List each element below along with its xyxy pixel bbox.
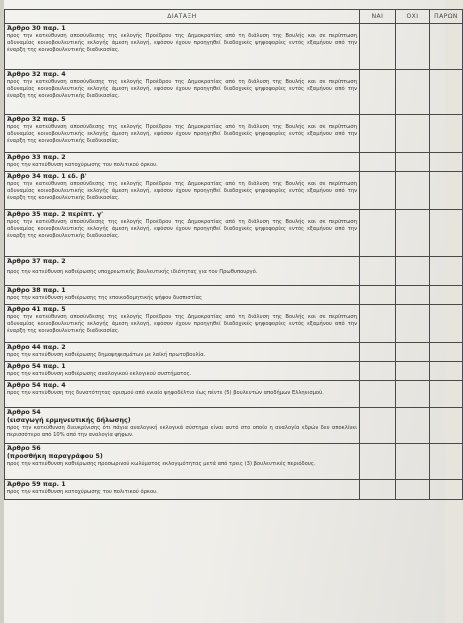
provision-description: προς την κατεύθυνση της δυνατότητας ορισμού από ενιαίο ψηφοδέλτιο έως πέντε (5) βουλευτών αποδήμων Ελληνισμού. [7,390,324,396]
vote-cell-no[interactable] [396,286,430,305]
provision-description: προς την κατεύθυνση κατοχύρωσης του πολιτικού όρκου. [7,489,158,495]
vote-cell-present[interactable] [430,480,463,500]
article-title: Άρθρο 32 παρ. 4 [7,71,66,78]
provision-description: προς την κατεύθυνση αποσύνδεσης της εκλογής Προέδρου της Δημοκρατίας από τη διάλυση της Βουλής και σε περίπτωση αδυναμίας κοινοβουλευτικής εκλογής άμεση εκλογή, εφόσον έχουν προηγηθεί διαδοχικές ψηφοφορίες εντός εξαμήνου από την έναρξη της κοινοβουλευτικής διαδικασίας. [7,79,357,100]
vote-cell-no[interactable] [396,70,430,115]
provision-cell [5,444,360,480]
article-title: Άρθρο 54 παρ. 4 [7,382,66,389]
article-subtitle: (εισαγωγή ερμηνευτικής δήλωσης) [7,417,131,424]
vote-cell-yes[interactable] [360,172,396,210]
vote-cell-yes[interactable] [360,24,396,70]
vote-cell-yes[interactable] [360,115,396,153]
vote-cell-no[interactable] [396,257,430,286]
table-row [5,408,463,444]
table-row [5,70,463,115]
article-title: Άρθρο 33 παρ. 2 [7,154,66,161]
vote-cell-present[interactable] [430,210,463,257]
table-row [5,286,463,305]
vote-cell-no[interactable] [396,381,430,408]
provision-cell [5,115,360,153]
table-row [5,480,463,500]
vote-cell-no[interactable] [396,343,430,362]
vote-cell-present[interactable] [430,153,463,172]
vote-cell-no[interactable] [396,172,430,210]
provision-cell [5,70,360,115]
article-title: Άρθρο 54 παρ. 1 [7,363,66,370]
vote-cell-yes[interactable] [360,153,396,172]
vote-cell-present[interactable] [430,286,463,305]
table-row [5,362,463,381]
header-row [5,10,463,24]
article-title: Άρθρο 37 παρ. 2 [7,258,66,265]
vote-cell-yes[interactable] [360,286,396,305]
vote-cell-no[interactable] [396,408,430,444]
vote-cell-present[interactable] [430,257,463,286]
table-row [5,444,463,480]
provision-description: προς την κατεύθυνση καθιέρωσης υποχρεωτικής βουλευτικής ιδιότητας για τον Πρωθυπουργό. [7,269,258,275]
vote-cell-no[interactable] [396,115,430,153]
vote-cell-no[interactable] [396,362,430,381]
vote-cell-present[interactable] [430,115,463,153]
article-subtitle: (προσθήκη παραγράφου 5) [7,453,103,460]
provision-description: προς την κατεύθυνση αποσύνδεσης της εκλογής Προέδρου της Δημοκρατίας από τη διάλυση της Βουλής και σε περίπτωση αδυναμίας κοινοβουλευτικής εκλογής άμεση εκλογή, εφόσον έχουν προηγηθεί διαδοχικές ψηφοφορίες εντός εξαμήνου από την έναρξη της κοινοβουλευτικής διαδικασίας. [7,181,357,202]
table-row [5,305,463,343]
article-title: Άρθρο 35 παρ. 2 περίπτ. γ' [7,211,104,218]
ballot-rows [5,24,463,500]
provision-description: προς την κατεύθυνση κατοχύρωσης του πολιτικού όρκου. [7,162,158,168]
vote-cell-no[interactable] [396,480,430,500]
article-title: Άρθρο 54 [7,409,41,416]
provision-description: προς την κατεύθυνση αποσύνδεσης της εκλογής Προέδρου της Δημοκρατίας από τη διάλυση της Βουλής και σε περίπτωση αδυναμίας κοινοβουλευτικής εκλογής άμεση εκλογή, εφόσον έχουν προηγηθεί διαδοχικές ψηφοφορίες εντός εξαμήνου από την έναρξη της κοινοβουλευτικής διαδικασίας. [7,124,357,145]
provision-cell [5,172,360,210]
vote-cell-no[interactable] [396,24,430,70]
article-title: Άρθρο 34 παρ. 1 εδ. β' [7,173,87,180]
vote-cell-present[interactable] [430,381,463,408]
vote-cell-present[interactable] [430,172,463,210]
vote-cell-yes[interactable] [360,343,396,362]
provision-cell [5,480,360,500]
vote-cell-yes[interactable] [360,257,396,286]
table-row [5,24,463,70]
vote-cell-yes[interactable] [360,210,396,257]
provision-description: προς την κατεύθυνση καθιέρωσης δημοψηφισμάτων με λαϊκή πρωτοβουλία. [7,352,206,358]
table-row [5,381,463,408]
column-header-present: ΠΑΡΩΝ [430,10,463,24]
column-header-no: ΟΧΙ [396,10,430,24]
provision-cell [5,362,360,381]
vote-cell-present[interactable] [430,343,463,362]
vote-cell-yes[interactable] [360,444,396,480]
column-header-provision: ΔΙΑΤΑΞΗ [5,10,360,24]
provision-description: προς την κατεύθυνση αποσύνδεσης της εκλογής Προέδρου της Δημοκρατίας από τη διάλυση της Βουλής και σε περίπτωση αδυναμίας κοινοβουλευτικής εκλογής άμεση εκλογή, εφόσον έχουν προηγηθεί διαδοχικές ψηφοφορίες εντός εξαμήνου από την έναρξη της κοινοβουλευτικής διαδικασίας. [7,314,357,335]
vote-cell-yes[interactable] [360,480,396,500]
table-row [5,343,463,362]
provision-description: προς την κατεύθυνση καθιέρωσης προσωρινού κωλύματος εκλογιμότητας μετά από τρεις (3) βουλευτικές περιόδους. [7,461,316,467]
column-header-yes: ΝΑΙ [360,10,396,24]
article-title: Άρθρο 56 [7,445,41,452]
provision-cell [5,381,360,408]
provision-cell [5,24,360,70]
vote-cell-present[interactable] [430,24,463,70]
article-title: Άρθρο 44 παρ. 2 [7,344,66,351]
article-title: Άρθρο 59 παρ. 1 [7,481,66,488]
provision-description: προς την κατεύθυνση καθιέρωσης της εποικοδομητικής ψήφου δυσπιστίας [7,295,203,301]
provision-cell [5,305,360,343]
article-title: Άρθρο 32 παρ. 5 [7,116,66,123]
vote-cell-yes[interactable] [360,408,396,444]
provision-cell [5,257,360,286]
vote-cell-present[interactable] [430,362,463,381]
table-row [5,153,463,172]
vote-cell-yes[interactable] [360,305,396,343]
vote-cell-present[interactable] [430,408,463,444]
ballot-table [4,9,463,500]
provision-cell [5,153,360,172]
article-title: Άρθρο 41 παρ. 5 [7,306,66,313]
vote-cell-present[interactable] [430,444,463,480]
vote-cell-no[interactable] [396,444,430,480]
provision-cell [5,210,360,257]
provision-description: προς την κατεύθυνση διευκρίνισης ότι πάγια αναλογική εκλογικά σύστημα είναι αυτό στο οποίο η αναλογία εδρών δεν αποκλίνει περισσότερο από 10% από την αναλογία ψήφων. [7,425,357,439]
provision-description: προς την κατεύθυνση αποσύνδεσης της εκλογής Προέδρου της Δημοκρατίας από τη διάλυση της Βουλής και σε περίπτωση αδυναμίας κοινοβουλευτικής εκλογής άμεση εκλογή, εφόσον έχουν προηγηθεί διαδοχικές ψηφοφορίες εντός εξαμήνου από την έναρξη της κοινοβουλευτικής διαδικασίας. [7,33,357,54]
provision-cell [5,408,360,444]
vote-cell-yes[interactable] [360,362,396,381]
provision-description: προς την κατεύθυνση αποσύνδεσης της εκλογής Προέδρου της Δημοκρατίας από τη διάλυση της Βουλής και σε περίπτωση αδυναμίας κοινοβουλευτικής εκλογής άμεση εκλογή, εφόσον έχουν προηγηθεί διαδοχικές ψηφοφορίες εντός εξαμήνου από την έναρξη της κοινοβουλευτικής διαδικασίας. [7,219,357,240]
vote-cell-present[interactable] [430,70,463,115]
article-title: Άρθρο 30 παρ. 1 [7,25,66,32]
vote-cell-yes[interactable] [360,70,396,115]
table-row [5,115,463,153]
table-row [5,257,463,286]
table-row [5,210,463,257]
vote-cell-present[interactable] [430,305,463,343]
article-title: Άρθρο 38 παρ. 1 [7,287,66,294]
vote-cell-yes[interactable] [360,381,396,408]
vote-cell-no[interactable] [396,210,430,257]
vote-cell-no[interactable] [396,305,430,343]
vote-cell-no[interactable] [396,153,430,172]
provision-cell [5,286,360,305]
provision-description: προς την κατεύθυνση καθιέρωσης αναλογικού εκλογικού συστήματος. [7,371,192,377]
provision-cell [5,343,360,362]
table-row [5,172,463,210]
